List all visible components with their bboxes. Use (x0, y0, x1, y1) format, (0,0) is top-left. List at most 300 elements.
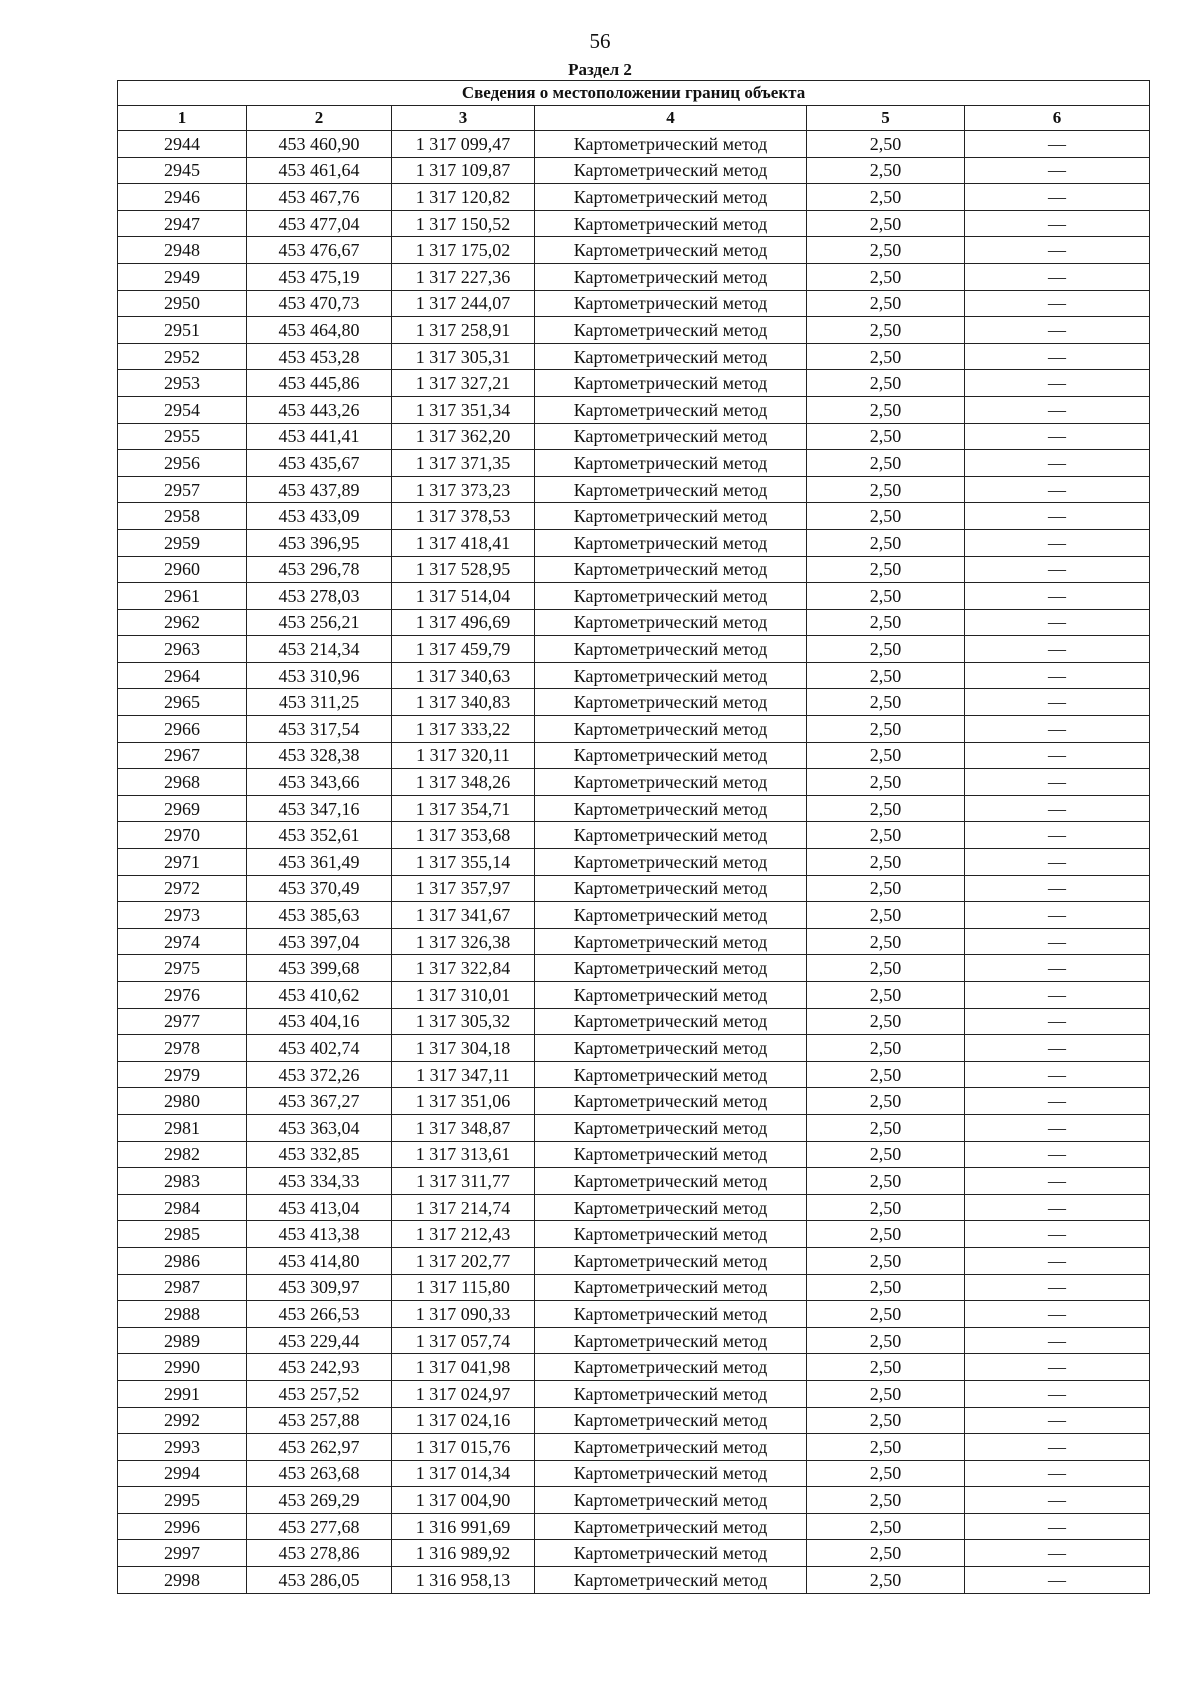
method-cell: Картометрический метод (535, 1114, 807, 1141)
point-number-cell: 2964 (118, 662, 247, 689)
accuracy-cell: 2,50 (807, 609, 965, 636)
note-cell: — (965, 343, 1150, 370)
note-cell: — (965, 716, 1150, 743)
y-coordinate-cell: 1 316 991,69 (392, 1513, 535, 1540)
method-cell: Картометрический метод (535, 1008, 807, 1035)
point-number-cell: 2972 (118, 875, 247, 902)
table-row (118, 689, 1150, 716)
table-row (118, 1327, 1150, 1354)
x-coordinate-cell: 453 467,76 (247, 184, 392, 211)
method-cell: Картометрический метод (535, 928, 807, 955)
accuracy-cell: 2,50 (807, 1114, 965, 1141)
y-coordinate-cell: 1 317 227,36 (392, 263, 535, 290)
point-number-cell: 2954 (118, 396, 247, 423)
point-number-cell: 2958 (118, 503, 247, 530)
accuracy-cell: 2,50 (807, 450, 965, 477)
y-coordinate-cell: 1 317 353,68 (392, 822, 535, 849)
point-number-cell: 2947 (118, 210, 247, 237)
table-row (118, 1301, 1150, 1328)
method-cell: Картометрический метод (535, 1061, 807, 1088)
table-row (118, 1168, 1150, 1195)
column-header: 4 (535, 106, 807, 131)
accuracy-cell: 2,50 (807, 1487, 965, 1514)
accuracy-cell: 2,50 (807, 822, 965, 849)
table-row (118, 1035, 1150, 1062)
table-row (118, 769, 1150, 796)
x-coordinate-cell: 453 396,95 (247, 529, 392, 556)
method-cell: Картометрический метод (535, 716, 807, 743)
table-row (118, 955, 1150, 982)
y-coordinate-cell: 1 317 354,71 (392, 795, 535, 822)
x-coordinate-cell: 453 404,16 (247, 1008, 392, 1035)
y-coordinate-cell: 1 317 310,01 (392, 982, 535, 1009)
note-cell: — (965, 1301, 1150, 1328)
note-cell: — (965, 636, 1150, 663)
accuracy-cell: 2,50 (807, 184, 965, 211)
point-number-cell: 2993 (118, 1434, 247, 1461)
method-cell: Картометрический метод (535, 529, 807, 556)
x-coordinate-cell: 453 385,63 (247, 902, 392, 929)
table-row (118, 237, 1150, 264)
table-row (118, 1274, 1150, 1301)
table-row (118, 849, 1150, 876)
accuracy-cell: 2,50 (807, 716, 965, 743)
note-cell: — (965, 742, 1150, 769)
point-number-cell: 2979 (118, 1061, 247, 1088)
accuracy-cell: 2,50 (807, 503, 965, 530)
point-number-cell: 2977 (118, 1008, 247, 1035)
table-row (118, 370, 1150, 397)
x-coordinate-cell: 453 477,04 (247, 210, 392, 237)
y-coordinate-cell: 1 317 459,79 (392, 636, 535, 663)
table-row (118, 343, 1150, 370)
x-coordinate-cell: 453 269,29 (247, 1487, 392, 1514)
note-cell: — (965, 1274, 1150, 1301)
table-row (118, 902, 1150, 929)
note-cell: — (965, 1088, 1150, 1115)
point-number-cell: 2969 (118, 795, 247, 822)
table-row (118, 982, 1150, 1009)
point-number-cell: 2949 (118, 263, 247, 290)
point-number-cell: 2978 (118, 1035, 247, 1062)
point-number-cell: 2946 (118, 184, 247, 211)
point-number-cell: 2966 (118, 716, 247, 743)
x-coordinate-cell: 453 443,26 (247, 396, 392, 423)
method-cell: Картометрический метод (535, 1513, 807, 1540)
x-coordinate-cell: 453 334,33 (247, 1168, 392, 1195)
x-coordinate-cell: 453 445,86 (247, 370, 392, 397)
method-cell: Картометрический метод (535, 1035, 807, 1062)
section-title: Раздел 2 (568, 60, 632, 79)
method-cell: Картометрический метод (535, 609, 807, 636)
y-coordinate-cell: 1 317 202,77 (392, 1247, 535, 1274)
table-row (118, 1354, 1150, 1381)
x-coordinate-cell: 453 361,49 (247, 849, 392, 876)
accuracy-cell: 2,50 (807, 583, 965, 610)
x-coordinate-cell: 453 310,96 (247, 662, 392, 689)
y-coordinate-cell: 1 317 057,74 (392, 1327, 535, 1354)
accuracy-cell: 2,50 (807, 237, 965, 264)
x-coordinate-cell: 453 352,61 (247, 822, 392, 849)
note-cell: — (965, 689, 1150, 716)
method-cell: Картометрический метод (535, 1221, 807, 1248)
y-coordinate-cell: 1 317 014,34 (392, 1460, 535, 1487)
table-row (118, 396, 1150, 423)
y-coordinate-cell: 1 317 024,97 (392, 1380, 535, 1407)
y-coordinate-cell: 1 317 333,22 (392, 716, 535, 743)
accuracy-cell: 2,50 (807, 210, 965, 237)
method-cell: Картометрический метод (535, 1487, 807, 1514)
accuracy-cell: 2,50 (807, 1061, 965, 1088)
y-coordinate-cell: 1 317 311,77 (392, 1168, 535, 1195)
y-coordinate-cell: 1 317 322,84 (392, 955, 535, 982)
accuracy-cell: 2,50 (807, 1513, 965, 1540)
accuracy-cell: 2,50 (807, 849, 965, 876)
x-coordinate-cell: 453 414,80 (247, 1247, 392, 1274)
x-coordinate-cell: 453 278,86 (247, 1540, 392, 1567)
x-coordinate-cell: 453 433,09 (247, 503, 392, 530)
accuracy-cell: 2,50 (807, 1247, 965, 1274)
x-coordinate-cell: 453 256,21 (247, 609, 392, 636)
table-row (118, 795, 1150, 822)
note-cell: — (965, 928, 1150, 955)
y-coordinate-cell: 1 317 120,82 (392, 184, 535, 211)
accuracy-cell: 2,50 (807, 317, 965, 344)
table-row (118, 476, 1150, 503)
y-coordinate-cell: 1 317 378,53 (392, 503, 535, 530)
y-coordinate-cell: 1 317 371,35 (392, 450, 535, 477)
method-cell: Картометрический метод (535, 157, 807, 184)
table-row (118, 742, 1150, 769)
y-coordinate-cell: 1 317 348,26 (392, 769, 535, 796)
accuracy-cell: 2,50 (807, 370, 965, 397)
y-coordinate-cell: 1 317 528,95 (392, 556, 535, 583)
method-cell: Картометрический метод (535, 1247, 807, 1274)
accuracy-cell: 2,50 (807, 1088, 965, 1115)
accuracy-cell: 2,50 (807, 928, 965, 955)
y-coordinate-cell: 1 317 418,41 (392, 529, 535, 556)
method-cell: Картометрический метод (535, 1354, 807, 1381)
point-number-cell: 2970 (118, 822, 247, 849)
table-row (118, 157, 1150, 184)
note-cell: — (965, 1221, 1150, 1248)
accuracy-cell: 2,50 (807, 1460, 965, 1487)
note-cell: — (965, 370, 1150, 397)
note-cell: — (965, 1434, 1150, 1461)
accuracy-cell: 2,50 (807, 795, 965, 822)
point-number-cell: 2983 (118, 1168, 247, 1195)
table-row (118, 1460, 1150, 1487)
table-row (118, 1114, 1150, 1141)
y-coordinate-cell: 1 317 313,61 (392, 1141, 535, 1168)
table-row (118, 131, 1150, 158)
accuracy-cell: 2,50 (807, 1540, 965, 1567)
note-cell: — (965, 556, 1150, 583)
accuracy-cell: 2,50 (807, 343, 965, 370)
point-number-cell: 2951 (118, 317, 247, 344)
point-number-cell: 2962 (118, 609, 247, 636)
table-row (118, 1434, 1150, 1461)
method-cell: Картометрический метод (535, 1194, 807, 1221)
note-cell: — (965, 317, 1150, 344)
accuracy-cell: 2,50 (807, 1274, 965, 1301)
note-cell: — (965, 1380, 1150, 1407)
y-coordinate-cell: 1 316 989,92 (392, 1540, 535, 1567)
table-row (118, 529, 1150, 556)
x-coordinate-cell: 453 328,38 (247, 742, 392, 769)
accuracy-cell: 2,50 (807, 1008, 965, 1035)
method-cell: Картометрический метод (535, 556, 807, 583)
note-cell: — (965, 210, 1150, 237)
y-coordinate-cell: 1 317 244,07 (392, 290, 535, 317)
y-coordinate-cell: 1 317 362,20 (392, 423, 535, 450)
note-cell: — (965, 1168, 1150, 1195)
note-cell: — (965, 1141, 1150, 1168)
note-cell: — (965, 1487, 1150, 1514)
point-number-cell: 2980 (118, 1088, 247, 1115)
method-cell: Картометрический метод (535, 955, 807, 982)
table-row (118, 450, 1150, 477)
accuracy-cell: 2,50 (807, 423, 965, 450)
point-number-cell: 2950 (118, 290, 247, 317)
note-cell: — (965, 1008, 1150, 1035)
column-header: 1 (118, 106, 247, 131)
point-number-cell: 2975 (118, 955, 247, 982)
x-coordinate-cell: 453 453,28 (247, 343, 392, 370)
table-row (118, 1513, 1150, 1540)
y-coordinate-cell: 1 317 327,21 (392, 370, 535, 397)
y-coordinate-cell: 1 317 351,34 (392, 396, 535, 423)
y-coordinate-cell: 1 317 041,98 (392, 1354, 535, 1381)
x-coordinate-cell: 453 413,04 (247, 1194, 392, 1221)
table-caption: Сведения о местоположении границ объекта (118, 81, 1150, 106)
note-cell: — (965, 795, 1150, 822)
point-number-cell: 2963 (118, 636, 247, 663)
accuracy-cell: 2,50 (807, 1380, 965, 1407)
accuracy-cell: 2,50 (807, 290, 965, 317)
method-cell: Картометрический метод (535, 290, 807, 317)
method-cell: Картометрический метод (535, 875, 807, 902)
note-cell: — (965, 902, 1150, 929)
note-cell: — (965, 955, 1150, 982)
x-coordinate-cell: 453 470,73 (247, 290, 392, 317)
method-cell: Картометрический метод (535, 1327, 807, 1354)
y-coordinate-cell: 1 317 320,11 (392, 742, 535, 769)
accuracy-cell: 2,50 (807, 131, 965, 158)
point-number-cell: 2956 (118, 450, 247, 477)
note-cell: — (965, 131, 1150, 158)
point-number-cell: 2997 (118, 1540, 247, 1567)
y-coordinate-cell: 1 317 024,16 (392, 1407, 535, 1434)
x-coordinate-cell: 453 402,74 (247, 1035, 392, 1062)
table-caption-row (118, 81, 1150, 106)
x-coordinate-cell: 453 277,68 (247, 1513, 392, 1540)
y-coordinate-cell: 1 316 958,13 (392, 1567, 535, 1594)
method-cell: Картометрический метод (535, 263, 807, 290)
column-header: 6 (965, 106, 1150, 131)
table-row (118, 1247, 1150, 1274)
x-coordinate-cell: 453 475,19 (247, 263, 392, 290)
note-cell: — (965, 822, 1150, 849)
table-row (118, 290, 1150, 317)
table-row (118, 1061, 1150, 1088)
x-coordinate-cell: 453 410,62 (247, 982, 392, 1009)
y-coordinate-cell: 1 317 351,06 (392, 1088, 535, 1115)
method-cell: Картометрический метод (535, 1434, 807, 1461)
x-coordinate-cell: 453 229,44 (247, 1327, 392, 1354)
x-coordinate-cell: 453 214,34 (247, 636, 392, 663)
table-row (118, 1487, 1150, 1514)
method-cell: Картометрический метод (535, 184, 807, 211)
method-cell: Картометрический метод (535, 1460, 807, 1487)
boundary-coordinates-table (117, 80, 1150, 1594)
point-number-cell: 2990 (118, 1354, 247, 1381)
x-coordinate-cell: 453 257,88 (247, 1407, 392, 1434)
accuracy-cell: 2,50 (807, 742, 965, 769)
point-number-cell: 2998 (118, 1567, 247, 1594)
y-coordinate-cell: 1 317 355,14 (392, 849, 535, 876)
note-cell: — (965, 1567, 1150, 1594)
x-coordinate-cell: 453 367,27 (247, 1088, 392, 1115)
x-coordinate-cell: 453 278,03 (247, 583, 392, 610)
accuracy-cell: 2,50 (807, 1035, 965, 1062)
point-number-cell: 2968 (118, 769, 247, 796)
note-cell: — (965, 450, 1150, 477)
note-cell: — (965, 662, 1150, 689)
x-coordinate-cell: 453 370,49 (247, 875, 392, 902)
x-coordinate-cell: 453 296,78 (247, 556, 392, 583)
note-cell: — (965, 184, 1150, 211)
method-cell: Картометрический метод (535, 1407, 807, 1434)
table-row (118, 263, 1150, 290)
note-cell: — (965, 1061, 1150, 1088)
table-row (118, 1008, 1150, 1035)
note-cell: — (965, 849, 1150, 876)
point-number-cell: 2994 (118, 1460, 247, 1487)
y-coordinate-cell: 1 317 340,83 (392, 689, 535, 716)
y-coordinate-cell: 1 317 341,67 (392, 902, 535, 929)
method-cell: Картометрический метод (535, 769, 807, 796)
x-coordinate-cell: 453 460,90 (247, 131, 392, 158)
table-row (118, 1407, 1150, 1434)
x-coordinate-cell: 453 399,68 (247, 955, 392, 982)
x-coordinate-cell: 453 372,26 (247, 1061, 392, 1088)
method-cell: Картометрический метод (535, 370, 807, 397)
method-cell: Картометрический метод (535, 849, 807, 876)
accuracy-cell: 2,50 (807, 1434, 965, 1461)
point-number-cell: 2961 (118, 583, 247, 610)
note-cell: — (965, 290, 1150, 317)
y-coordinate-cell: 1 317 348,87 (392, 1114, 535, 1141)
method-cell: Картометрический метод (535, 343, 807, 370)
note-cell: — (965, 982, 1150, 1009)
method-cell: Картометрический метод (535, 450, 807, 477)
point-number-cell: 2952 (118, 343, 247, 370)
note-cell: — (965, 529, 1150, 556)
y-coordinate-cell: 1 317 340,63 (392, 662, 535, 689)
table-row (118, 1088, 1150, 1115)
accuracy-cell: 2,50 (807, 1301, 965, 1328)
x-coordinate-cell: 453 464,80 (247, 317, 392, 344)
accuracy-cell: 2,50 (807, 982, 965, 1009)
y-coordinate-cell: 1 317 347,11 (392, 1061, 535, 1088)
table-row (118, 822, 1150, 849)
point-number-cell: 2965 (118, 689, 247, 716)
point-number-cell: 2944 (118, 131, 247, 158)
method-cell: Картометрический метод (535, 583, 807, 610)
accuracy-cell: 2,50 (807, 1354, 965, 1381)
method-cell: Картометрический метод (535, 822, 807, 849)
accuracy-cell: 2,50 (807, 875, 965, 902)
x-coordinate-cell: 453 257,52 (247, 1380, 392, 1407)
note-cell: — (965, 1540, 1150, 1567)
note-cell: — (965, 1194, 1150, 1221)
point-number-cell: 2953 (118, 370, 247, 397)
y-coordinate-cell: 1 317 150,52 (392, 210, 535, 237)
method-cell: Картометрический метод (535, 662, 807, 689)
point-number-cell: 2976 (118, 982, 247, 1009)
note-cell: — (965, 1407, 1150, 1434)
point-number-cell: 2960 (118, 556, 247, 583)
x-coordinate-cell: 453 286,05 (247, 1567, 392, 1594)
column-header: 5 (807, 106, 965, 131)
point-number-cell: 2986 (118, 1247, 247, 1274)
table-row (118, 928, 1150, 955)
table-row (118, 1540, 1150, 1567)
note-cell: — (965, 1035, 1150, 1062)
accuracy-cell: 2,50 (807, 1221, 965, 1248)
point-number-cell: 2988 (118, 1301, 247, 1328)
table-row (118, 875, 1150, 902)
table-row (118, 317, 1150, 344)
method-cell: Картометрический метод (535, 131, 807, 158)
method-cell: Картометрический метод (535, 503, 807, 530)
point-number-cell: 2973 (118, 902, 247, 929)
method-cell: Картометрический метод (535, 237, 807, 264)
y-coordinate-cell: 1 317 496,69 (392, 609, 535, 636)
accuracy-cell: 2,50 (807, 902, 965, 929)
x-coordinate-cell: 453 309,97 (247, 1274, 392, 1301)
table-row (118, 556, 1150, 583)
y-coordinate-cell: 1 317 304,18 (392, 1035, 535, 1062)
point-number-cell: 2995 (118, 1487, 247, 1514)
point-number-cell: 2981 (118, 1114, 247, 1141)
note-cell: — (965, 423, 1150, 450)
point-number-cell: 2991 (118, 1380, 247, 1407)
note-cell: — (965, 396, 1150, 423)
note-cell: — (965, 503, 1150, 530)
accuracy-cell: 2,50 (807, 662, 965, 689)
table-row (118, 1221, 1150, 1248)
method-cell: Картометрический метод (535, 1567, 807, 1594)
accuracy-cell: 2,50 (807, 476, 965, 503)
x-coordinate-cell: 453 461,64 (247, 157, 392, 184)
table-row (118, 636, 1150, 663)
note-cell: — (965, 769, 1150, 796)
x-coordinate-cell: 453 476,67 (247, 237, 392, 264)
note-cell: — (965, 609, 1150, 636)
method-cell: Картометрический метод (535, 795, 807, 822)
accuracy-cell: 2,50 (807, 556, 965, 583)
method-cell: Картометрический метод (535, 1274, 807, 1301)
x-coordinate-cell: 453 343,66 (247, 769, 392, 796)
method-cell: Картометрический метод (535, 1168, 807, 1195)
y-coordinate-cell: 1 317 090,33 (392, 1301, 535, 1328)
method-cell: Картометрический метод (535, 689, 807, 716)
method-cell: Картометрический метод (535, 1141, 807, 1168)
method-cell: Картометрический метод (535, 210, 807, 237)
point-number-cell: 2984 (118, 1194, 247, 1221)
